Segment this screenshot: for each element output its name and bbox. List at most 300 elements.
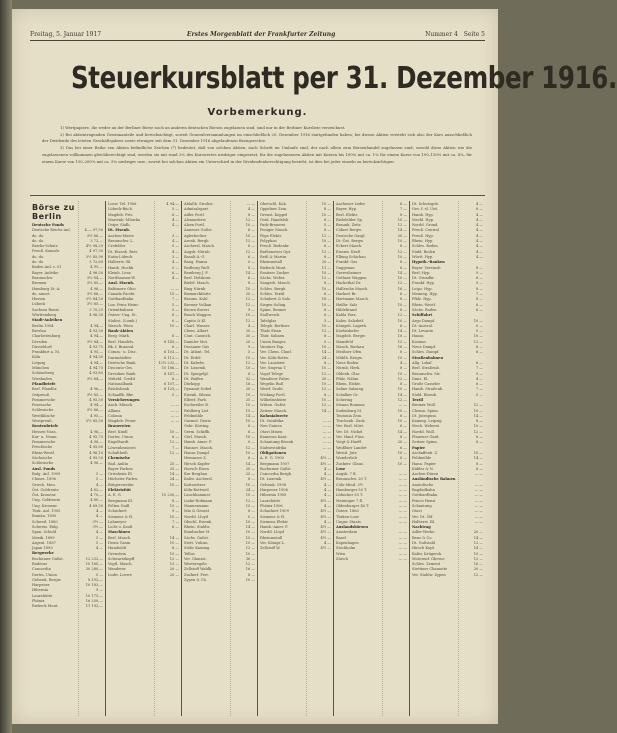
security-name: Ver. Königs-L. — [260, 541, 286, 545]
security-name: A. E. G. — [108, 493, 122, 498]
security-name: Nachtrag — [412, 525, 431, 530]
security-name: Ludw. Loewe — [108, 572, 132, 577]
security-quote: 3½ — — [92, 519, 103, 524]
security-name: Berlin 1904 — [32, 323, 54, 328]
security-name: Gebr. Körting — [184, 424, 209, 429]
security-name: Öst. Kronenr. — [32, 493, 57, 498]
security-name: Kammg. Leipzig — [412, 419, 442, 424]
security-name: Elberf. Farb. — [184, 397, 207, 402]
security-name: Wegelin Ruß — [260, 382, 284, 387]
security-quote: 4 — — [323, 503, 331, 508]
security-quote: 12 232,— — [85, 556, 103, 561]
page-header — [30, 31, 485, 41]
security-quote: 14 — — [397, 429, 407, 434]
security-name: Köln — [32, 355, 41, 360]
security-quote: 8 — — [399, 456, 407, 461]
security-name: Hamb. Hyp. — [412, 212, 434, 217]
security-name: Leipz. Hyp. — [412, 286, 433, 291]
security-quote: 3 72,— — [90, 238, 103, 243]
security-name: Bad. Anilin — [108, 461, 129, 466]
security-quote: 6 — — [475, 466, 483, 471]
security-quote: 14 — — [473, 546, 483, 551]
security-name: Hamb.-Amer. P. — [260, 525, 288, 530]
security-quote: 5 — — [171, 265, 179, 270]
security-quote: 4 — — [323, 541, 331, 545]
security-quote: 8 192,— — [87, 577, 103, 582]
security-name: Chines. 1896 — [32, 477, 56, 482]
security-name: Polyphon — [260, 239, 277, 244]
security-name: Orientbahnen — [108, 307, 134, 312]
security-name: Südd. Boden — [412, 249, 436, 254]
security-quote: 5 — — [95, 540, 103, 545]
security-quote: 4 97,30 — [89, 249, 103, 254]
security-quote: — — — [474, 503, 483, 508]
security-quote: 4 — — [323, 488, 331, 493]
security-quote: 14 — — [397, 270, 407, 275]
security-quote: 6 — — [171, 376, 179, 381]
security-quote: 8 — — [323, 281, 331, 286]
security-quote: 10 — — [321, 302, 331, 307]
security-name: Deutz Gasm. — [108, 541, 132, 545]
security-name: Gotthardbahn — [108, 297, 134, 302]
security-quote: 4 — — [475, 217, 483, 222]
security-name: Steaua Romana — [336, 403, 365, 408]
security-quote: 8 — — [323, 392, 331, 397]
security-name: Hackethal Dr. — [336, 281, 362, 286]
security-quote: 12 — — [321, 249, 331, 254]
security-quote: 8 — — [323, 228, 331, 233]
security-name: Baden Anl. v. 01 — [32, 265, 62, 270]
security-name: Bayer. Anleihe — [32, 270, 59, 275]
security-name: Wien — [336, 551, 346, 556]
security-name: Gothaer Waggon — [336, 276, 367, 281]
security-quote: 8 — — [323, 254, 331, 259]
security-name: Neu-Guinea — [260, 424, 282, 429]
security-name: Gelsenk. 1908 — [260, 482, 287, 487]
security-quote: — — — [170, 403, 179, 408]
security-quote: 12 — — [397, 397, 407, 402]
security-quote: 14 — — [473, 535, 483, 540]
security-name: Ver. Stahlw. Zypen — [412, 572, 446, 577]
security-name: Kosmos — [412, 339, 427, 344]
security-quote: 3½ 85,— — [86, 392, 103, 397]
security-quote: 12 — — [473, 572, 483, 577]
security-quote: 4 80,— — [90, 498, 103, 503]
security-quote: 12 — — [397, 281, 407, 286]
security-quote: — — — [246, 202, 255, 206]
security-name: Dt. Eisenb. — [108, 228, 131, 233]
security-quote: 6 — — [171, 270, 179, 275]
security-name: Vogtl. Masch. — [108, 562, 133, 567]
security-name: Berl. Pfandbr. — [32, 387, 58, 392]
security-name: Ver. Smyrna T. — [260, 366, 287, 371]
security-name: Germ. Schiffb. — [184, 429, 211, 434]
security-name: Lübeck — [32, 302, 46, 307]
column-guide — [458, 201, 460, 716]
security-quote: 20 — — [245, 292, 255, 297]
security-name: Braunschw. Str. — [412, 371, 441, 376]
security-name: Westd. Jute — [336, 450, 357, 455]
security-quote: 6 — — [399, 445, 407, 450]
security-name: Bulg. Anl. 1909 — [32, 471, 61, 476]
security-name: Reichsbank — [108, 387, 130, 392]
security-name: Dt. Ostafrika — [260, 419, 284, 424]
security-quote: 8 — — [247, 572, 255, 577]
security-name: Ung. Kronenr. — [32, 503, 58, 508]
security-name: Arenb. Bergb. — [184, 239, 210, 244]
security-quote: 10 — — [245, 541, 255, 545]
security-name: do. amort. — [32, 291, 51, 296]
security-quote: 4 — — [95, 546, 103, 551]
security-name: Westeregeln — [184, 562, 207, 567]
security-quote: 4 95,— — [90, 265, 103, 270]
security-quote: 10 — — [169, 541, 179, 545]
security-name: Plauener Gard. — [412, 435, 440, 440]
security-name: Berl. Elektr. — [336, 212, 358, 217]
security-name: Rütgerswerke — [108, 482, 134, 487]
quotation-row — [260, 546, 331, 551]
security-name: Meininger 7 fl. — [336, 498, 363, 503]
security-quote: 10 — — [321, 323, 331, 328]
security-quote: 10 — — [321, 286, 331, 291]
security-quote: 4 96,30 — [89, 313, 103, 318]
security-name: Mix & Genest — [184, 509, 210, 514]
security-quote: 8 — — [475, 440, 483, 445]
security-quote: — — — [398, 493, 407, 498]
security-name: Hibernia — [32, 588, 49, 593]
security-quote: 24 — — [321, 355, 331, 360]
security-quote: 5 — — [171, 392, 179, 397]
security-name: Hessen-Nass. — [32, 429, 57, 434]
security-name: Neue Dampf. — [412, 345, 436, 350]
security-name: Mansfeld — [336, 339, 353, 344]
security-quote: 8 — — [247, 456, 255, 461]
security-name: Chemn. Spinn. — [412, 408, 439, 413]
security-name: Schles. Dampf. — [412, 350, 440, 355]
security-quote: — — — [322, 435, 331, 440]
security-quote: 10 — — [169, 482, 179, 487]
security-name: do. do. — [32, 260, 45, 265]
security-quote: 14 — — [473, 413, 483, 418]
security-name: Deutsche Fonds — [32, 223, 64, 227]
security-name: Schuckert — [108, 509, 127, 514]
security-quote: 10 — — [169, 292, 179, 297]
security-quote: 10 — — [397, 450, 407, 455]
security-quote: 6 — — [323, 313, 331, 318]
security-quote: 16 — — [245, 382, 255, 387]
security-name: Zypen & Ch. — [184, 578, 207, 583]
security-name: Düsseldorf — [32, 344, 52, 349]
security-name: Lübecker 50 T. — [336, 493, 364, 498]
security-name: Magdeb. Priv. — [108, 212, 134, 217]
security-quote: 3½ 85,— — [86, 281, 103, 286]
security-name: Chemische — [108, 456, 131, 461]
security-quote: 4 — — [171, 223, 179, 228]
security-quote: 3 70,25 — [89, 307, 103, 312]
security-quote: — — — [398, 488, 407, 493]
security-name: Buderus — [32, 562, 48, 566]
security-quote: — — — [398, 514, 407, 519]
security-quote: — — — [474, 482, 483, 487]
security-quote: 8 — — [399, 260, 407, 265]
security-name: Canada Pacific — [108, 292, 135, 297]
security-name: Bremer Woll. — [412, 403, 436, 408]
security-name: Dt. Grundkr. — [412, 276, 435, 281]
security-name: Argo Dampf. — [412, 318, 435, 323]
security-name: do. do. — [32, 238, 45, 243]
security-name: Nationalbank — [108, 382, 133, 387]
security-quote: 14 — — [245, 270, 255, 275]
security-name: Hamburg St.-A. — [32, 286, 61, 291]
security-name: Felten Guill. — [108, 503, 131, 508]
security-quote: 5 — — [475, 392, 483, 397]
security-name: Bochumer Gußst. — [32, 556, 64, 561]
security-name: Loew. Tel. 1906 — [108, 202, 137, 206]
security-name: Harkort Br. — [336, 292, 357, 297]
security-name: Engelhardt — [108, 440, 129, 445]
security-name: Anatolische — [412, 482, 434, 487]
security-quote: — — — [322, 440, 331, 445]
security-quote: 12 — — [397, 223, 407, 228]
security-quote: 20 — — [169, 567, 179, 572]
security-name: Deutsche Reichs-Anl. — [32, 228, 71, 233]
security-quote: 10 — — [321, 382, 331, 387]
security-quote: 10 — — [321, 212, 331, 217]
security-quote: 14 — — [169, 535, 179, 540]
security-quote: 6 — — [247, 254, 255, 259]
security-quote: 8 — — [247, 212, 255, 217]
security-quote: 16 — — [473, 562, 483, 567]
security-quote: 0 — — [475, 323, 483, 328]
security-name: Frankfurt a. M. — [32, 350, 61, 355]
security-quote: 12 — — [321, 387, 331, 392]
security-name: Dt. Gußstahl — [412, 541, 436, 545]
security-name: Schöneberg — [32, 371, 54, 376]
security-quote: — — — [398, 509, 407, 514]
security-name: Mexik. 1899 — [32, 535, 55, 540]
security-name: Ablaßh. Strohst. — [184, 202, 214, 206]
security-quote: 6 — — [475, 435, 483, 440]
security-name: Gasmot. Deutz — [184, 419, 211, 424]
security-name: Basel — [336, 535, 346, 540]
security-name: Magdeb. Bergw. — [336, 334, 366, 339]
security-name: Oldenb. Glas — [336, 371, 360, 376]
security-quote: 4½ — — [320, 461, 331, 466]
security-name: Dt. Atlant. Tel. — [184, 350, 211, 355]
security-name: Stollwerck — [260, 313, 280, 318]
security-name: Braunschw. — [32, 275, 54, 280]
security-name: Aachen-Mastr. — [108, 233, 135, 238]
security-name: Aachener Leder — [336, 202, 366, 206]
security-name: Brown Boveri — [184, 307, 209, 312]
security-quote: 4½ — — [320, 477, 331, 482]
security-quote: 10 — — [397, 217, 407, 222]
security-quote: 36 — — [245, 556, 255, 561]
security-quote: 4 — — [475, 233, 483, 238]
security-name: Capito & Kl. — [184, 318, 207, 323]
security-quote: 16 — — [245, 567, 255, 572]
security-name: Rentenbriefe — [32, 424, 59, 429]
security-name: Rositzer Zucker — [260, 270, 290, 275]
security-quote: 9 — — [247, 307, 255, 312]
security-name: Wanderer Fahrr. — [260, 376, 290, 381]
security-name: Siemens Elektr. — [260, 519, 289, 524]
security-name: Dresdner Bank — [108, 371, 136, 376]
security-quote: 4 94,— — [90, 334, 103, 339]
security-quote: 6 — — [399, 292, 407, 297]
security-name: Westpreuß. — [32, 418, 53, 423]
security-name: Ver. Berl. Mört. — [336, 424, 365, 429]
security-quote: 8 147,— — [163, 371, 179, 376]
security-name: Fahlberg List — [184, 408, 209, 413]
security-quote: 3½ 86,— — [86, 233, 103, 238]
security-name: Rathenower Opt. — [260, 249, 292, 254]
security-quote: 4 96,— — [90, 286, 103, 291]
security-name: Pfälz. Hyp. — [412, 297, 432, 302]
security-quote: 12 — — [245, 302, 255, 307]
security-name: Bremen — [32, 281, 47, 286]
security-quote: 8 145,— — [163, 339, 179, 344]
security-quote: 12 — — [473, 541, 483, 545]
security-name: Harpener — [32, 583, 50, 588]
security-name: Mech. Weberei — [412, 424, 440, 429]
security-quote: 10 — — [245, 419, 255, 424]
security-quote: 8 — — [475, 265, 483, 270]
security-quote: 3½ — — [92, 524, 103, 529]
security-quote: 4 — — [475, 212, 483, 217]
security-name: Stadt-Anleihen — [32, 318, 63, 323]
security-name: Zellstoff Waldh. — [184, 567, 213, 572]
security-name: Nordhausen-W. — [108, 276, 136, 281]
security-quote: — — — [398, 503, 407, 508]
security-name: Wilhelmshütte — [260, 397, 287, 402]
security-name: Oppelner Zem. — [260, 207, 288, 212]
security-name: Löwenbrauerei — [108, 445, 136, 450]
security-quote: 12 — — [397, 313, 407, 318]
security-quote: 20 — — [397, 233, 407, 238]
security-name: Sächs. Webst. — [260, 276, 286, 281]
security-quote: 4 95,— — [90, 350, 103, 355]
security-quote: 6 — — [171, 212, 179, 217]
security-quote: 6 — — [171, 313, 179, 318]
security-name: Eisenh. Silesia — [184, 392, 211, 397]
security-name: Österr. 1860 — [336, 509, 359, 514]
security-quote: 9 — — [95, 588, 103, 593]
note-paragraph: 2) Bei aktientragenden Gewinnanteile und berücksichtigt, soweit Generalversammlungen im einschließlich 20. Dezember 1916 stattgefunden haben; bei diesen Aktien versteht sich also der Kurs ausschließlich der Dividende des letzten Geschäftsjahres sowie etwaiger seit dem 31. Dezember 1916 abgelaufenen Bezugsrechte. — [42, 131, 472, 144]
security-name: Schaaffh. Bkv. — [108, 392, 134, 397]
security-name: Dt.-Öst. Bergw. — [336, 239, 364, 244]
security-name: Harpener 1906 — [260, 488, 288, 493]
security-name: Bing Nürnb. — [184, 286, 207, 291]
security-name: Ver. Chem. Charl. — [260, 350, 293, 355]
security-name: Dortm. Union — [32, 572, 57, 577]
security-quote: 11 — — [321, 265, 331, 270]
security-name: Württemberg — [32, 313, 57, 318]
security-name: München — [32, 366, 50, 371]
security-quote: 4 95,75 — [89, 434, 103, 439]
security-quote: 8 — — [475, 419, 483, 424]
security-quote: — — — [398, 535, 407, 540]
security-name: Südwestafrika — [260, 445, 287, 450]
security-quote: — — — [474, 509, 483, 514]
security-name: Charlottenburg — [32, 334, 61, 339]
note-paragraph: 1) Wertpapiere, die weder an der Berliner Börse noch an anderen deutschen Börsen zugelassen sind, sind nur in der Berliner Kursliste verzeichnet. — [60, 125, 346, 130]
security-quote: 8 — — [247, 477, 255, 482]
security-name: Bayer Farben — [108, 466, 133, 471]
security-name: Kopenhagen — [336, 541, 359, 545]
security-name: Kamerun Kaut. — [260, 435, 288, 440]
security-name: Tafelglas — [260, 318, 277, 323]
security-name: Schles. Textil — [260, 292, 285, 297]
security-name: Motorenf. Oberur. — [412, 556, 445, 561]
security-name: Concordia Bergb. — [260, 472, 293, 477]
security-name: Preußische — [32, 445, 53, 450]
security-name: Elektrizität — [108, 488, 131, 493]
security-quote: — — — [398, 472, 407, 477]
security-name: Wiesbaden — [32, 376, 52, 381]
security-name: Ver. Dt. Ölf. — [412, 514, 434, 519]
security-name: Bochumer Gußst. — [260, 466, 292, 471]
security-name: Schlesische — [32, 461, 54, 466]
security-name: Voigt & Haeff. — [336, 440, 362, 445]
security-name: Cöln-Mind. 3½ — [336, 482, 364, 487]
security-name: Charl. Wasser — [184, 323, 210, 328]
security-name: Deutsche Gasgl. — [336, 233, 366, 238]
quotation-row — [184, 578, 255, 583]
security-quote: 14 — — [321, 350, 331, 355]
security-name: Bayer. Hyp. — [336, 207, 358, 212]
security-name: Schles. Boden — [412, 244, 438, 249]
security-quote: 4 — — [475, 244, 483, 249]
security-name: Hamb. Hochb. — [108, 265, 135, 270]
security-quote: 12 — — [245, 562, 255, 567]
security-quote: 4 — — [247, 207, 255, 212]
security-name: Schlesische — [32, 408, 54, 413]
security-name: Frankf. Hyp. — [412, 281, 435, 286]
security-name: Bielefelder Sp. — [336, 217, 363, 222]
security-name: Oberschl. Kok. — [260, 202, 287, 206]
security-quote: 12½ 232,— — [158, 360, 179, 365]
security-quote: 20 — — [245, 466, 255, 471]
security-quote: 12 — — [169, 556, 179, 561]
security-name: Allianz — [108, 408, 121, 413]
security-name: Öst. Goldrente — [32, 487, 59, 492]
security-name: Sachsen Rente — [32, 307, 60, 312]
security-name: Peniger Masch. — [260, 228, 289, 233]
security-quote: 6 — — [171, 345, 179, 350]
security-quote: 8 — — [247, 371, 255, 376]
security-quote: 4 95,80 — [89, 445, 103, 450]
security-quote: 24 — — [245, 488, 255, 493]
security-quote: 8 125,— — [163, 387, 179, 392]
security-name: Nordd. Lloyd — [260, 530, 284, 535]
security-quote: 20 — — [245, 339, 255, 344]
security-name: Hirsch Kupfer — [184, 461, 210, 466]
security-quote: 4 93,75 — [89, 344, 103, 349]
security-quote: 8 — — [323, 307, 331, 312]
security-quote: 5 — — [171, 207, 179, 212]
security-quote: 7 — — [475, 292, 483, 297]
security-quote: 10 — — [169, 503, 179, 508]
security-name: Admiralsgart. — [184, 207, 210, 212]
security-quote: 0 — — [247, 440, 255, 445]
security-quote: 10 — — [397, 254, 407, 259]
security-name: Hildebrand — [336, 307, 357, 312]
security-quote: 14 — — [397, 329, 407, 334]
security-name: Bk. f. Brauind. — [108, 345, 135, 350]
security-name: Schantung — [412, 503, 432, 508]
security-name: Saline Salzung. — [336, 387, 365, 392]
